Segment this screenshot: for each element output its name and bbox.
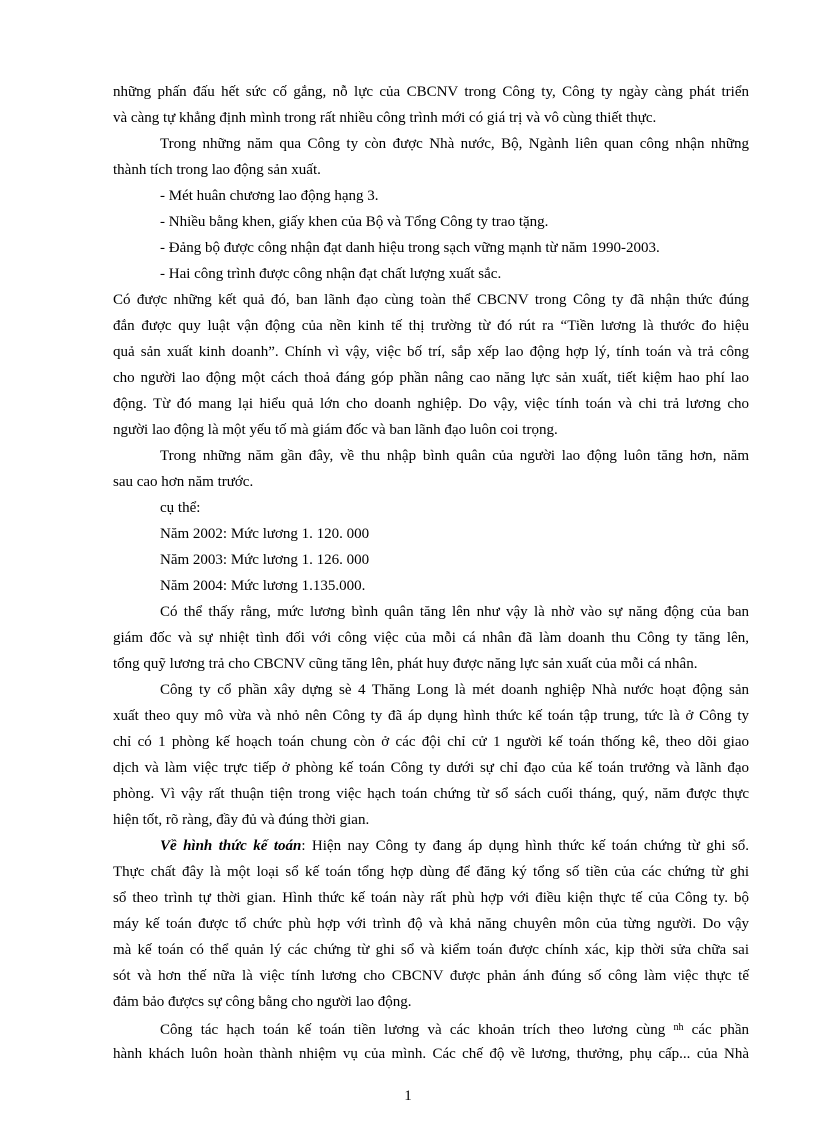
paragraph-line: thành tích trong lao động sản xuất. xyxy=(113,162,321,178)
paragraph-line: hiện tốt, rõ ràng, đầy đủ và đúng thời gian. xyxy=(113,812,370,828)
paragraph-line: máy kế toán được tổ chức phù hợp với trình độ và khả năng chuyên môn của từng người. Do vậy xyxy=(113,916,749,932)
paragraph-text: các phần xyxy=(691,1022,750,1038)
list-item: - Đảng bộ được công nhận đạt danh hiệu trong sạch vững mạnh từ năm 1990-2003. xyxy=(160,240,660,256)
paragraph-line: Có được những kết quả đó, ban lãnh đạo cùng toàn thể CBCNV trong Công ty đã nhận thức đúng xyxy=(113,292,749,308)
paragraph-line: sổ theo trình tự thời gian. Hình thức kế toán này rất phù hợp với điều kiện thực tế của Công ty. bộ xyxy=(113,890,749,906)
paragraph-line: đảm bảo đượcs sự công bằng cho người lao động. xyxy=(113,994,412,1010)
paragraph-line: dịch và làm việc trực tiếp ở phòng kế toán Công ty dưới sự chỉ đạo của kế toán trưởng và lãnh đạo xyxy=(113,760,749,776)
list-item: Năm 2004: Mức lương 1.135.000. xyxy=(160,578,366,594)
paragraph-line: Thực chất đây là một loại sổ kế toán tổng hợp dùng để đăng ký tổng số tiền của các chứng từ ghi xyxy=(113,864,749,880)
list-item: Năm 2002: Mức lương 1. 120. 000 xyxy=(160,526,370,542)
paragraph-line: giám đốc và sự nhiệt tình đối với công việc của mỗi cá nhân đã làm doanh thu Công ty tăng lên, xyxy=(113,630,749,646)
paragraph-line: cho người lao động một cách thoả đáng góp phần nâng cao năng lực sản xuất, tiết kiệm hao phí lao xyxy=(113,370,749,386)
paragraph-line: Có thể thấy rằng, mức lương bình quân tăng lên như vậy là nhờ vào sự năng động của ban xyxy=(160,604,749,620)
paragraph-line: tổng quỹ lương trả cho CBCNV cũng tăng lên, phát huy được năng lực sản xuất của mỗi cá nhân. xyxy=(113,656,698,672)
paragraph-line: đắn được quy luật vận động của nền kinh tế thị trường từ đó rút ra “Tiền lương là thước đo hiệu xyxy=(113,318,749,334)
paragraph-line xyxy=(160,837,749,855)
inline-fragment: nh xyxy=(673,1022,684,1033)
list-item: - Hai công trình được công nhận đạt chất lượng xuất sắc. xyxy=(160,266,502,282)
paragraph-line: mà kế toán có thể quản lý các chứng từ ghi sổ và kiểm toán được chính xác, kịp thời sửa chữa sai xyxy=(113,942,749,958)
paragraph-line: những phấn đấu hết sức cố gắng, nỗ lực của CBCNV trong Công ty, Công ty ngày càng phát triển xyxy=(113,84,749,100)
paragraph-text: : Hiện nay Công ty đang áp dụng hình thức kế toán chứng từ ghi sổ. xyxy=(301,838,749,854)
paragraph-line: sau cao hơn năm trước. xyxy=(113,474,254,490)
paragraph-line xyxy=(160,1019,749,1039)
list-item: - Mét huân chương lao động hạng 3. xyxy=(160,188,379,204)
paragraph-line: hành khách luôn hoàn thành nhiệm vụ của mình. Các chế độ về lương, thưởng, phụ cấp... của Nhà xyxy=(113,1046,749,1062)
page-number: 1 xyxy=(404,1088,412,1104)
paragraph-line: và càng tự khẳng định mình trong rất nhiều công trình mới có giá trị và vô cùng thiết thực. xyxy=(113,110,657,126)
paragraph-line: phòng. Vì vậy rất thuận tiện trong việc hạch toán chứng từ sổ sách cuối tháng, quý, năm được thực xyxy=(113,786,749,802)
paragraph-line: chỉ có 1 phòng kế hoạch toán chung còn ở các đội chỉ cử 1 người kế toán thống kê, theo dõi giao xyxy=(113,734,749,750)
paragraph-line: xuất theo quy mô vừa và nhỏ nên Công ty đã áp dụng hình thức kế toán tập trung, tức là ở Công ty xyxy=(113,708,749,724)
paragraph-line: Công ty cổ phần xây dựng sè 4 Thăng Long là mét doanh nghiệp Nhà nước hoạt động sản xyxy=(160,682,749,698)
paragraph-line: Trong những năm gần đây, về thu nhập bình quân của người lao động luôn tăng hơn, năm xyxy=(160,448,749,464)
paragraph-line: người lao động là một yếu tố mà giám đốc và ban lãnh đạo luôn coi trọng. xyxy=(113,422,558,438)
section-heading: Về hình thức kế toán xyxy=(160,838,302,854)
paragraph-text: Công tác hạch toán kế toán tiền lương và các khoản trích theo lương cùng xyxy=(160,1022,666,1038)
list-item: Năm 2003: Mức lương 1. 126. 000 xyxy=(160,552,370,568)
paragraph-line: sót và hơn thế nữa là việc tính lương cho CBCNV được phản ánh đúng số công làm việc thực tế xyxy=(113,968,749,984)
paragraph-line: Trong những năm qua Công ty còn được Nhà nước, Bộ, Ngành liên quan công nhận những xyxy=(160,136,749,152)
paragraph-line: quả sản xuất kinh doanh”. Chính vì vậy, việc bố trí, sắp xếp lao động hợp lý, tính toán và trả công xyxy=(113,344,749,360)
list-item: - Nhiều bằng khen, giấy khen của Bộ và Tổng Công ty trao tặng. xyxy=(160,214,549,230)
list-item: cụ thể: xyxy=(160,500,201,516)
paragraph-line: động. Từ đó mang lại hiểu quả lớn cho doanh nghiệp. Do vậy, việc tính toán và chi trả lương cho xyxy=(113,396,749,412)
